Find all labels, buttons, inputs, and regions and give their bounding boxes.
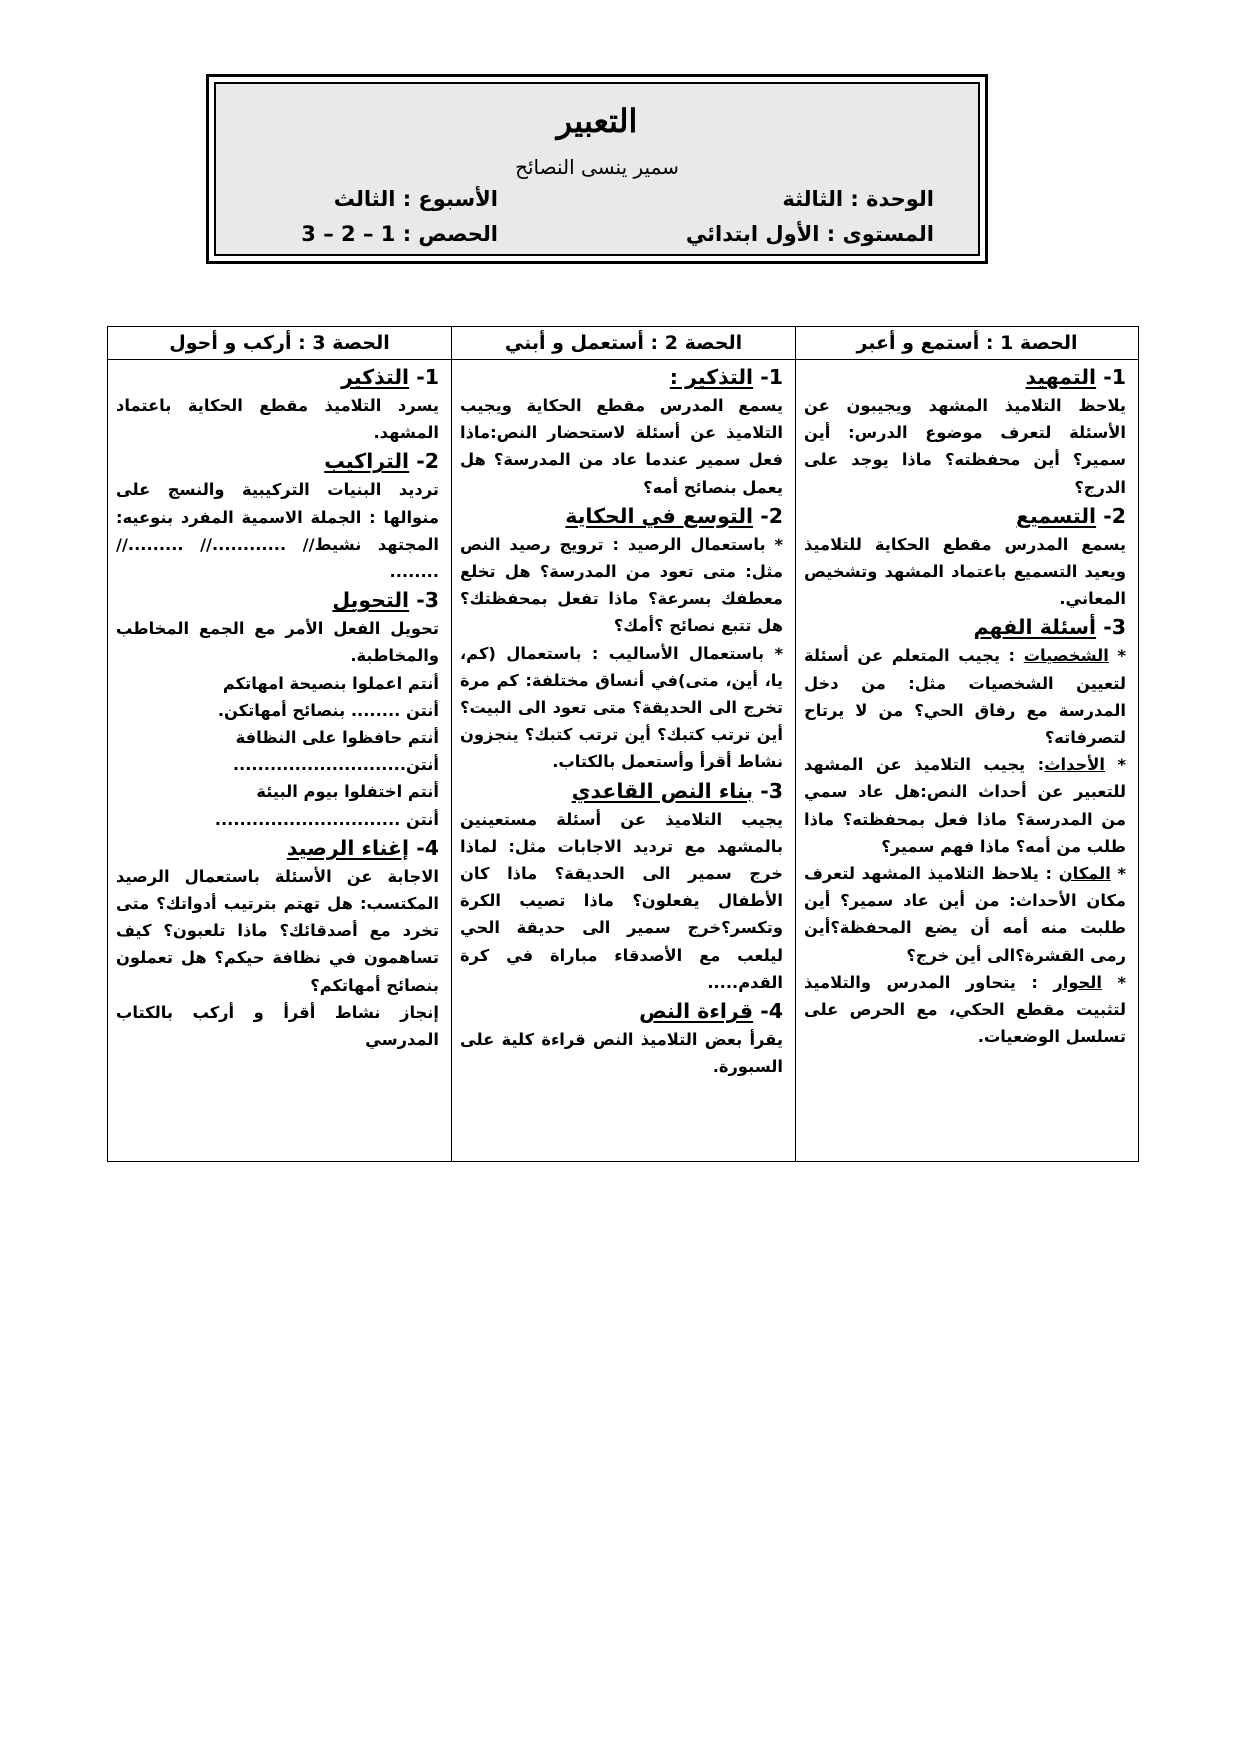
section-title: التذكير xyxy=(341,365,410,389)
section-number: 2- xyxy=(760,503,783,528)
section-title: إغناء الرصيد xyxy=(286,835,410,860)
bullet-marker: * xyxy=(1108,646,1126,666)
section-heading xyxy=(804,612,1126,642)
section-title: بناء النص القاعدي xyxy=(571,778,754,803)
bullet-marker: * xyxy=(1101,972,1126,992)
section-title: أسئلة الفهم xyxy=(973,615,1097,640)
session-1-content xyxy=(796,360,1139,1162)
session-1-heading: الحصة 1 : أستمع و أعبر xyxy=(796,327,1139,360)
section-number: 4- xyxy=(416,835,439,860)
level-label: المستوى : الأول ابتدائي xyxy=(685,222,934,246)
topic-label: الشخصيات xyxy=(1023,646,1109,666)
section-heading xyxy=(460,996,783,1026)
section-title: التمهيد xyxy=(1025,365,1097,389)
section-heading xyxy=(460,776,783,806)
content-paragraph: أنتم حافظوا على النظافة xyxy=(235,728,439,748)
content-paragraph xyxy=(804,751,1126,860)
section-number: 3- xyxy=(1103,615,1126,640)
document-title: التعبير xyxy=(556,102,638,140)
unit-label: الوحدة : الثالثة xyxy=(782,187,934,211)
bullet-marker: * xyxy=(1104,755,1126,775)
content-paragraph: أنتم اختفلوا بيوم البيئة xyxy=(256,782,439,802)
section-heading xyxy=(116,446,439,476)
section-heading xyxy=(116,585,439,615)
section-number: 1- xyxy=(1103,365,1126,389)
section-number: 3- xyxy=(416,588,439,613)
topic-label: الحوار xyxy=(1053,972,1102,992)
content-paragraph: أنتن ........ بنصائح أمهاتكن. xyxy=(217,700,439,720)
content-paragraph: يسمع المدرس مقطع الحكاية للتلاميذ ويعيد التسميع باعتماد المشهد وتشخيص المعاني. xyxy=(804,534,1126,609)
content-paragraph xyxy=(804,969,1126,1051)
content-paragraph: أنتن............................ xyxy=(232,755,439,775)
session-2-content xyxy=(452,360,796,1162)
content-paragraph: أنتم اعملوا بنصيحة امهاتكم xyxy=(222,673,439,693)
section-heading xyxy=(116,833,439,863)
section-title: التسميع xyxy=(1016,503,1097,528)
section-heading xyxy=(804,362,1126,392)
content-paragraph: يلاحظ التلاميذ المشهد ويجيبون عن الأسئلة لتعرف موضوع الدرس: أين سمير؟ أين محفظته؟ ماذا يوجد على الدرج؟ xyxy=(804,396,1126,497)
content-paragraph: ترديد البنيات التركيبية والنسج على منوالها : الجملة الاسمية المفرد بنوعيه: المجتهد نشيط// ............// .........// ........ xyxy=(116,480,439,582)
header-box xyxy=(206,74,988,264)
session-2-heading: الحصة 2 : أستعمل و أبني xyxy=(452,327,796,360)
lesson-subtitle: سمير ينسى النصائح xyxy=(515,155,679,179)
topic-label: الأحداث xyxy=(1044,755,1105,775)
section-title: التذكير : xyxy=(669,365,754,389)
paragraph-text: : يتحاور المدرس والتلاميذ لتثبيت مقطع الحكي، مع الحرص على تسلسل الوضعيات. xyxy=(804,972,1126,1047)
content-paragraph: يسمع المدرس مقطع الحكاية ويجيب التلاميذ عن أسئلة لاستحضار النص:ماذا فعل سمير عندما عاد من المدرسة؟ هل يعمل بنصائح أمه؟ xyxy=(460,396,783,497)
section-title: التحويل xyxy=(332,588,410,613)
paragraph-text: : يجيب التلاميذ عن المشهد للتعبير عن أحداث النص:هل عاد سمي من المدرسة؟ ماذا فعل بمحفظته؟ ماذا طلب من أمه؟ ماذا فهم سمير؟ xyxy=(804,755,1126,856)
content-paragraph xyxy=(804,860,1126,969)
session-3-heading: الحصة 3 : أركب و أحول xyxy=(108,327,452,360)
section-title: التراكيب xyxy=(324,449,410,474)
session-3-content xyxy=(108,360,452,1162)
header-panel xyxy=(214,82,980,256)
content-paragraph: يقرأ بعض التلاميذ النص قراءة كلية على السبورة. xyxy=(460,1030,783,1077)
header-row-2 xyxy=(266,222,934,246)
section-number: 3- xyxy=(760,778,783,803)
section-heading xyxy=(460,362,783,392)
sessions-label: الحصص : 1 – 2 – 3 xyxy=(301,222,498,246)
content-paragraph: تحويل الفعل الأمر مع الجمع المخاطب والمخاطبة. xyxy=(116,619,439,666)
section-number: 2- xyxy=(1103,503,1126,528)
content-paragraph: الاجابة عن الأسئلة باستعمال الرصيد المكتسب: هل تهتم بترتيب أدواتك؟ متى تخرد مع أصدقائك؟ ماذا تلعبون؟ كيف تساهمون في نظافة حيكم؟ هل تعملون بنصائح أمهاتكم؟ xyxy=(116,866,439,995)
section-number: 2- xyxy=(416,449,439,474)
table-body-row xyxy=(108,360,1139,1162)
header-row-1 xyxy=(266,187,934,211)
section-title: قراءة النص xyxy=(639,999,754,1024)
content-paragraph xyxy=(804,642,1126,751)
content-paragraph: يجيب التلاميذ عن أسئلة مستعينين بالمشهد مع ترديد الاجابات مثل: لماذا خرج سمير الى الحديقة؟ ماذا كان الأطفال يفعلون؟ ماذا تصيب الكرة وتكسر؟خرج سمير الى حديقة الحي ليلعب مع الأصدقاء مباراة في كرة القدم..... xyxy=(460,809,783,992)
week-label: الأسبوع : الثالث xyxy=(333,187,498,211)
lesson-plan-table xyxy=(107,326,1139,1162)
paragraph-text: : يجيب المتعلم عن أسئلة لتعيين الشخصيات مثل: من دخل المدرسة مع رفاق الحي؟ من لا يرتاح لتصرفاته؟ xyxy=(804,646,1126,748)
content-paragraph: إنجاز نشاط أقرأ و أركب بالكتاب المدرسي xyxy=(116,1002,439,1050)
content-paragraph: أنتن .............................. xyxy=(214,809,439,829)
content-paragraph: يسرد التلاميذ مقطع الحكاية باعتماد المشهد. xyxy=(116,396,439,443)
paragraph-text: : يلاحظ التلاميذ المشهد لتعرف مكان الأحداث: من أين عاد سمير؟ أين طلبت منه أمه أن يضع المحفظة؟أين رمى القشرة؟الى أين خرج؟ xyxy=(804,864,1126,965)
section-heading xyxy=(804,501,1126,531)
section-number: 1- xyxy=(416,365,439,389)
section-title: التوسع في الحكاية xyxy=(565,503,754,528)
table-header-row xyxy=(108,327,1139,360)
section-number: 1- xyxy=(760,365,783,389)
bullet-marker: * xyxy=(1110,864,1126,884)
section-heading xyxy=(116,362,439,392)
content-paragraph: * باستعمال الأساليب : باستعمال (كم، يا، أين، متى)في أنساق مختلفة: كم مرة تخرج الى الحديقة؟ متى تعود الى البيت؟ أين ترتب كتبك؟ أين ترتب كتبك؟ ينجزون نشاط أقرأ وأستعمل بالكتاب. xyxy=(460,643,783,772)
content-paragraph: * باستعمال الرصيد : ترويج رصيد النص مثل: متى تعود من المدرسة؟ هل تخلع معطفك بسرعة؟ ماذا تفعل بمحفظتك؟ هل تتبع نصائح ؟أمك؟ xyxy=(460,534,783,636)
topic-label: المكان xyxy=(1058,864,1111,884)
section-number: 4- xyxy=(760,999,783,1024)
section-heading xyxy=(460,501,783,531)
